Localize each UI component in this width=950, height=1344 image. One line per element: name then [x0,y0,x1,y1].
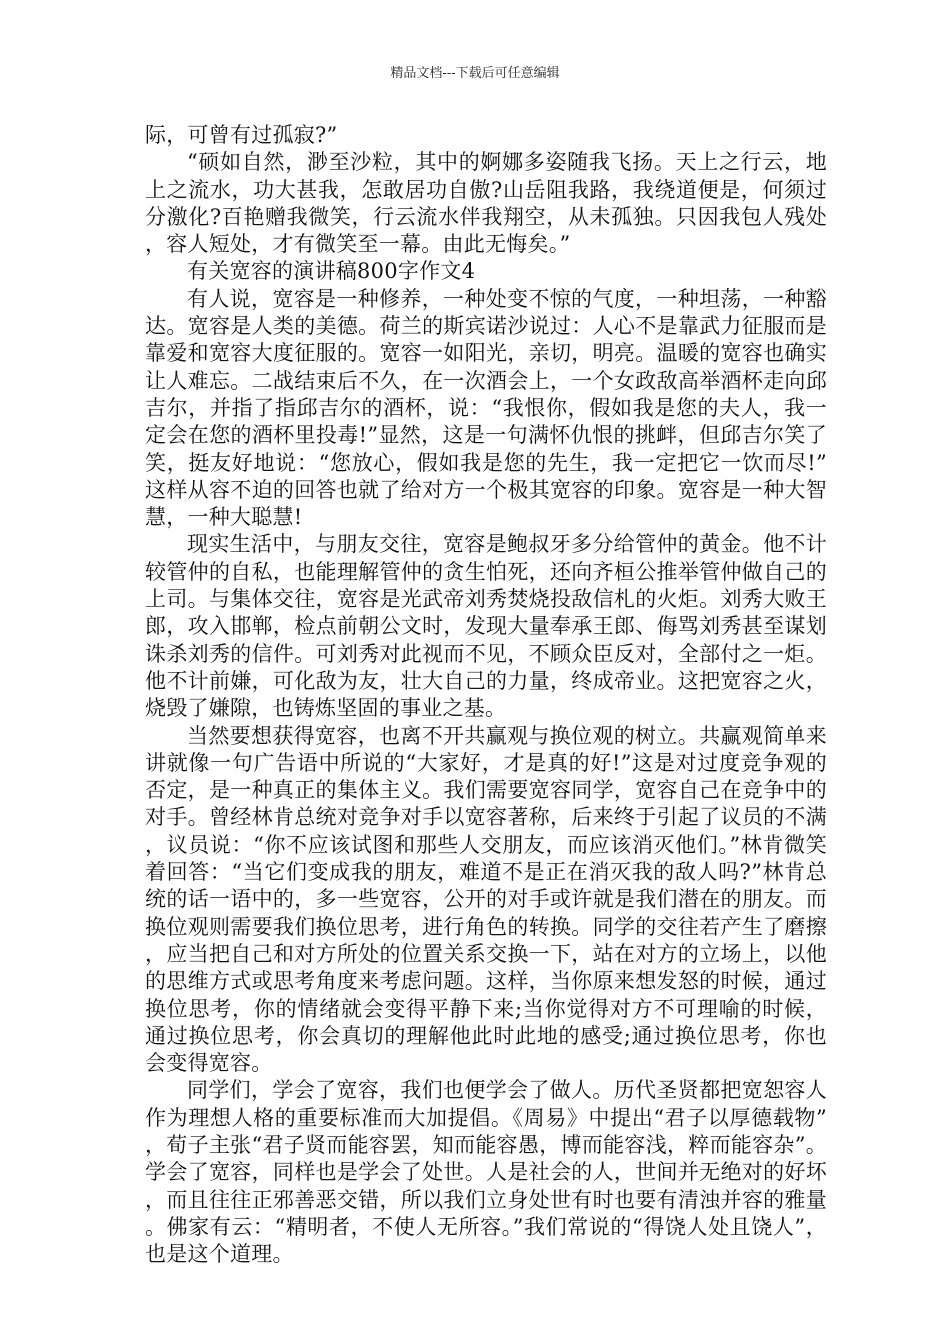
paragraph-continuation: 际，可曾有过孤寂?” [145,123,338,147]
paragraph-4: 同学们，学会了宽容，我们也便学会了做人。历代圣贤都把宽恕容人作为理想人格的重要标准而大加提倡。《周易》中提出“君子以厚德载物”，荀子主张“君子贤而能容罢，知而能容愚，博而能容浅，粹而能容杂”。学会了宽容，同样也是学会了处世。人是社会的人，世间并无绝对的好坏，而且往往正邪善恶交错，所以我们立身处世有时也要有清浊并容的雅量。佛家有云：“精明者，不使人无所容。”我们常说的“得饶人处且饶人”，也是这个道理。 [145,1078,827,1267]
page-header: 精品文档---下载后可任意编辑 [390,66,560,81]
paragraph-3: 当然要想获得宽容，也离不开共赢观与换位观的树立。共赢观简单来讲就像一句广告语中所说的“大家好，才是真的好!”这是对过度竞争观的否定，是一种真正的集体主义。我们需要宽容同学，宽容自己在竞争中的对手。曾经林肯总统对竞争对手以宽容著称，后来终于引起了议员的不满，议员说：“你不应该试图和那些人交朋友，而应该消灭他们。”林肯微笑着回答：“当它们变成我的朋友，难道不是正在消灭我的敌人吗?”林肯总统的话一语中的，多一些宽容，公开的对手或许就是我们潜在的朋友。而换位观则需要我们换位思考，进行角色的转换。同学的交往若产生了磨擦，应当把自己和对方所处的位置关系交换一下，站在对方的立场上，以他的思维方式或思考角度来考虑问题。这样，当你原来想发怒的时候，通过换位思考，你的情绪就会变得平静下来;当你觉得对方不可理喻的时候，通过换位思考，你会真切的理解他此时此地的感受;通过换位思考，你也会变得宽容。 [145,723,827,1076]
paragraph-quote: “硕如自然，渺至沙粒，其中的婀娜多姿随我飞扬。天上之行云，地上之流水，功大甚我，怎敢居功自傲?山岳阻我路，我绕道便是，何须过分激化?百艳赠我微笑，行云流水伴我翔空，从未孤独。只因我包人残处，容人短处，才有微笑至一幕。由此无悔矣。” [145,150,827,257]
section-heading: 有关宽容的演讲稿800字作文4 [187,259,476,284]
paragraph-2: 现实生活中，与朋友交往，宽容是鲍叔牙多分给管仲的黄金。他不计较管仲的自私，也能理解管仲的贪生怕死，还向齐桓公推举管仲做自己的上司。与集体交往，宽容是光武帝刘秀焚烧投敌信札的火炬。刘秀大败王郎，攻入邯郸，检点前朝公文时，发现大量奉承王郎、侮骂刘秀甚至谋划诛杀刘秀的信件。可刘秀对此视而不见，不顾众臣反对，全部付之一炬。他不计前嫌，可化敌为友，壮大自己的力量，终成帝业。这把宽容之火，烧毁了嫌隙，也铸炼坚固的事业之基。 [145,532,827,721]
document-body [145,122,827,1268]
paragraph-1: 有人说，宽容是一种修养，一种处变不惊的气度，一种坦荡，一种豁达。宽容是人类的美德。荷兰的斯宾诺沙说过：人心不是靠武力征服而是靠爱和宽容大度征服的。宽容一如阳光，亲切，明亮。温暖的宽容也确实让人难忘。二战结束后不久，在一次酒会上，一个女政敌高举酒杯走向邱吉尔，并指了指邱吉尔的酒杯，说：“我恨你，假如我是您的夫人，我一定会在您的酒杯里投毒!”显然，这是一句满怀仇恨的挑衅，但邱吉尔笑了笑，挺友好地说：“您放心，假如我是您的先生，我一定把它一饮而尽!”这样从容不迫的回答也就了给对方一个极其宽容的印象。宽容是一种大智慧，一种大聪慧! [145,286,827,530]
